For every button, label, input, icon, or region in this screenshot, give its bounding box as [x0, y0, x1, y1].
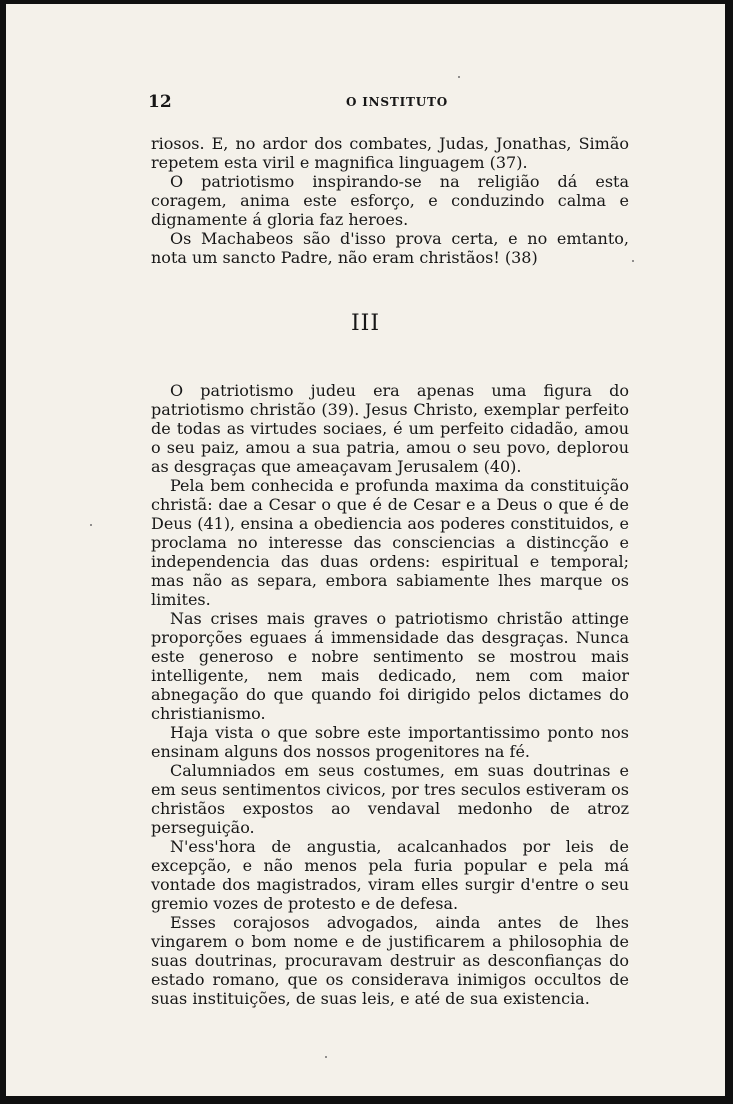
page-number: 12	[148, 92, 172, 112]
book-page	[6, 4, 725, 1096]
section-heading: III	[350, 311, 381, 336]
paper-speck	[325, 1056, 327, 1058]
paragraph-continuation: riosos. E, no ardor dos combates, Judas, Jonathas, Simão repetem esta viril e magnifica linguagem (37).	[151, 134, 629, 172]
paragraph: O patriotismo judeu era apenas uma figura do patriotismo christão (39). Jesus Christo, exemplar perfeito de todas as virtudes sociaes, é um perfeito cidadão, amou o seu paiz, amou a sua patria, amou o seu povo, deplorou as desgraças que ameaçavam Jerusalem (40).	[151, 381, 629, 476]
paper-speck	[632, 260, 634, 262]
paragraph: O patriotismo inspirando-se na religião dá esta coragem, anima este esforço, e conduzindo calma e dignamente á gloria faz heroes.	[151, 172, 629, 229]
paper-speck	[458, 76, 460, 78]
paragraph: Pela bem conhecida e profunda maxima da constituição christã: dae a Cesar o que é de Cesar e a Deus o que é de Deus (41), ensina a obediencia aos poderes constituidos, e proclama no interesse das consciencias a distincção e independencia das duas ordens: espiritual e temporal; mas não as separa, embora sabiamente lhes marque os limites.	[151, 476, 629, 609]
paragraph: Calumniados em seus costumes, em suas doutrinas e em seus sentimentos civicos, por tres seculos estiveram os christãos expostos ao vendaval medonho de atroz perseguição.	[151, 761, 629, 837]
paper-speck	[90, 524, 92, 526]
paragraph: Haja vista o que sobre este importantissimo ponto nos ensinam alguns dos nossos progenitores na fé.	[151, 723, 629, 761]
top-text-block	[151, 134, 629, 267]
paragraph: Os Machabeos são d'isso prova certa, e no emtanto, nota um sancto Padre, não eram christãos! (38)	[151, 229, 629, 267]
paragraph: Nas crises mais graves o patriotismo christão attinge proporções eguaes á immensidade das desgraças. Nunca este generoso e nobre sentimento se mostrou mais intelligente, nem mais dedicado, nem com maior abnegação do que quando foi dirigido pelos dictames do christianismo.	[151, 609, 629, 723]
running-title: O INSTITUTO	[346, 95, 448, 109]
page-header	[148, 92, 628, 114]
paragraph: N'ess'hora de angustia, acalcanhados por leis de excepção, e não menos pela furia popular e pela má vontade dos magistrados, viram elles surgir d'entre o seu gremio vozes de protesto e de defesa.	[151, 837, 629, 913]
main-text-block	[151, 381, 629, 1008]
paragraph: Esses corajosos advogados, ainda antes de lhes vingarem o bom nome e de justificarem a philosophia de suas doutrinas, procuravam destruir as desconfianças do estado romano, que os considerava inimigos occultos de suas instituições, de suas leis, e até de sua existencia.	[151, 913, 629, 1008]
